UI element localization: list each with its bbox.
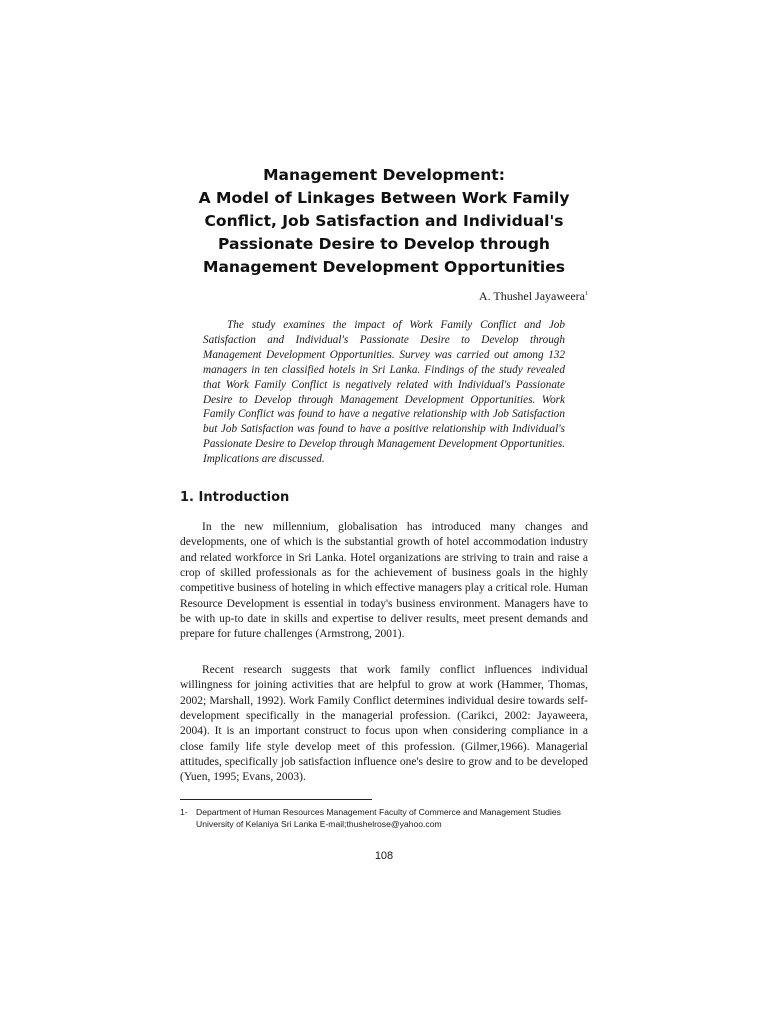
- footnote-mark: 1-: [180, 807, 188, 817]
- title-line: Management Development Opportunities: [203, 258, 565, 276]
- page-number: 108: [374, 850, 394, 862]
- author-footnote-mark: 1: [585, 291, 588, 297]
- body-paragraph: Recent research suggests that work family conflict influences individual willingness for joining activities that are helpful to grow at work (Hammer, Thomas, 2002; Marshall, 1992). Work Family Conflict determines individual desire towards self-development specifically in the managerial profession. (Carikci, 2002: Jayaweera, 2004). It is an important construct to focus upon when considering compliance in a close family life style develop meet of this profession. (Gilmer,1966). Managerial attitudes, specifically job satisfaction influence one's desire to grow and to be developed (Yuen, 1995; Evans, 2003).: [180, 664, 588, 784]
- title-line: Passionate Desire to Develop through: [218, 235, 550, 253]
- section-heading: 1. Introduction: [180, 490, 290, 505]
- title-line: A Model of Linkages Between Work Family: [198, 189, 570, 207]
- footnote: [180, 806, 595, 830]
- paper-title: [150, 164, 618, 279]
- title-line: Conflict, Job Satisfaction and Individual's: [204, 212, 564, 230]
- author-name: A. Thushel Jayaweera: [478, 289, 585, 303]
- body-paragraph: In the new millennium, globalisation has introduced many changes and developments, one of which is the substantial growth of hotel accommodation industry and related workforce in Sri Lanka. Hotel organizations are striving to train and raise a crop of skilled professionals as for the achievement of business goals in the highly competitive business of hoteling in which effective managers play a critical role. Human Resource Development is essential in today's business environment. Managers have to be with up-to date in skills and expertise to deliver results, meet present demands and prepare for future challenges (Armstrong, 2001).: [180, 521, 588, 641]
- author-line: [479, 286, 588, 304]
- abstract: The study examines the impact of Work Family Conflict and Job Satisfaction and Individual's Passionate Desire to Develop through Management Development Opportunities. Survey was carried out among 132 managers in ten classified hotels in Sri Lanka. Findings of the study revealed that Work Family Conflict is negatively related with Individual's Passionate Desire to Develop through Management Development Opportunities. Work Family Conflict was found to have a negative relationship with Job Satisfaction but Job Satisfaction was found to have a positive relationship with Individual's Passionate Desire to Develop through Management Development Opportunities. Implications are discussed.: [203, 319, 565, 466]
- footnote-divider: [180, 799, 372, 800]
- title-line: Management Development:: [263, 166, 505, 184]
- footnote-text: Department of Human Resources Management Faculty of Commerce and Management Studies University of Kelaniya Sri Lanka E-mail;thushelrose@yahoo.com: [196, 807, 561, 829]
